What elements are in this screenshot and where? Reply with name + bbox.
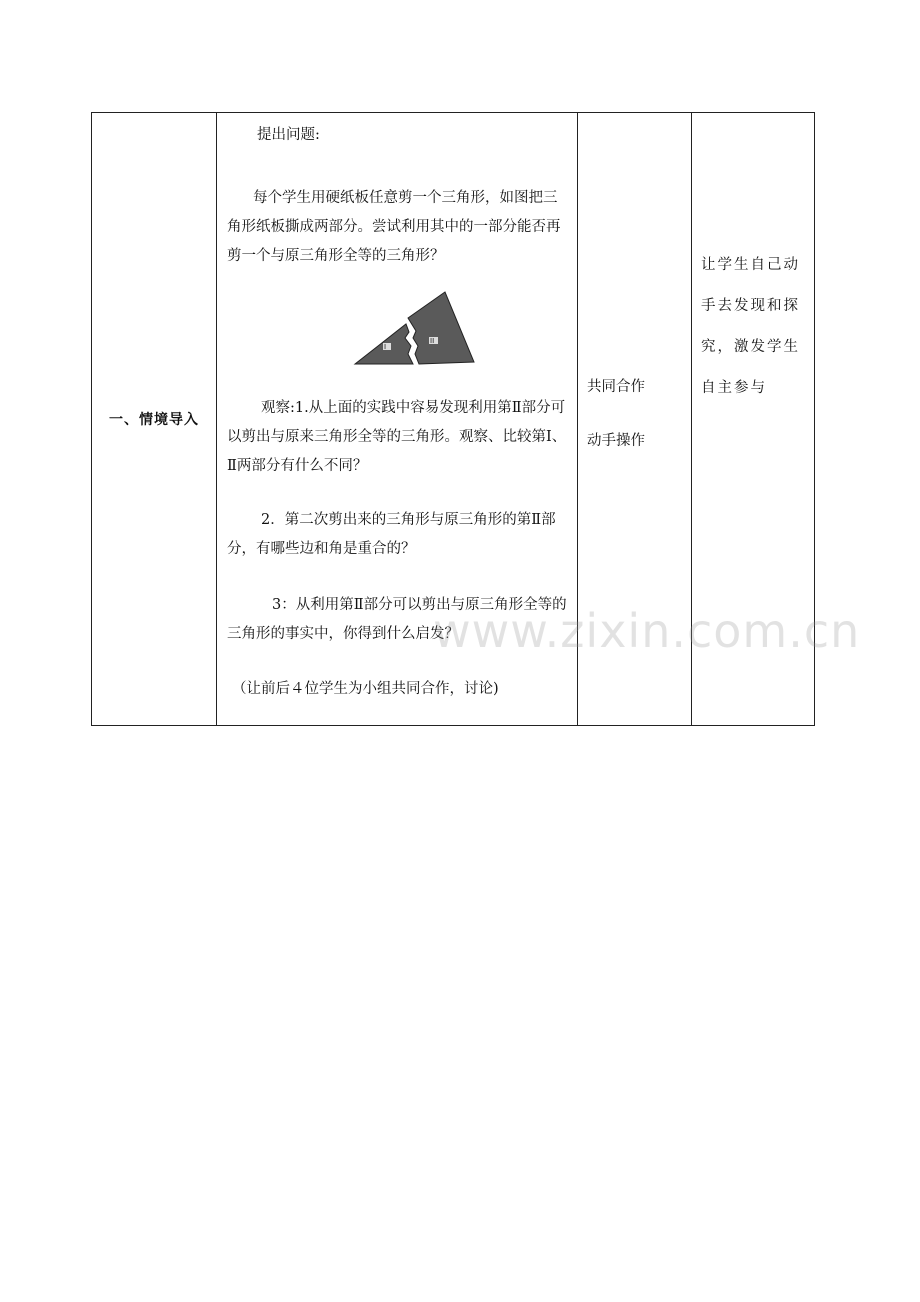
- torn-triangle-image: [353, 288, 478, 368]
- triangle-part-ii: [408, 292, 474, 364]
- ask-heading: 提出问题:: [257, 127, 320, 143]
- torn-triangle-figure: [353, 288, 478, 368]
- stage-cell: [92, 113, 217, 726]
- group-note: （让前后４位学生为小组共同合作，讨论): [232, 681, 499, 697]
- activity-item: 共同合作: [587, 379, 645, 395]
- observation-paragraph: 观察:1.从上面的实践中容易发现利用第Ⅱ部分可以剪出与原来三角形全等的三角形。观察、比较第Ⅰ、Ⅱ两部分有什么不同？: [227, 400, 567, 474]
- stage-label: 一、情境导入: [109, 412, 199, 428]
- task-paragraph: 每个学生用硬纸板任意剪一个三角形，如图把三角形纸板撕成两部分。尝试利用其中的一部分能否再剪一个与原三角形全等的三角形？: [227, 190, 561, 264]
- question-2: 2．第二次剪出来的三角形与原三角形的第Ⅱ部分，有哪些边和角是重合的？: [227, 512, 556, 557]
- activity-item: 动手操作: [587, 433, 645, 449]
- part-ii-label: II: [430, 337, 435, 345]
- part-i-label: I: [384, 343, 387, 351]
- watermark: www.zixin.com.cn: [433, 604, 861, 658]
- design-intent: 让学生自己动手去发现和探究，激发学生自主参与: [701, 257, 800, 396]
- question-3: 3：从利用第Ⅱ部分可以剪出与原三角形全等的三角形的事实中，你得到什么启发？: [227, 597, 567, 642]
